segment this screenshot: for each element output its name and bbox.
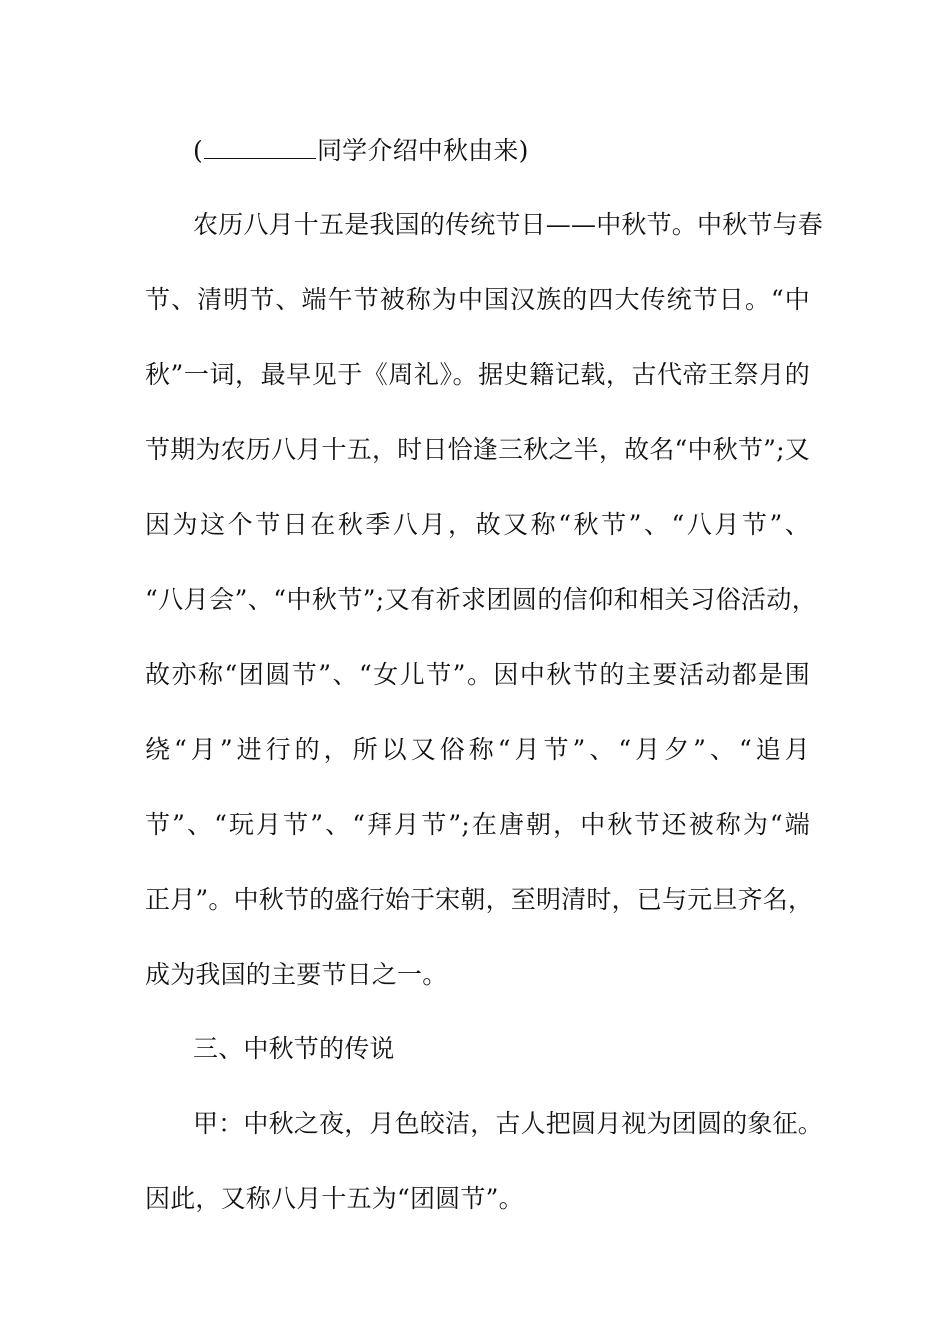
paragraph1-line-3: 秋”一词，最早见于《周礼》。据史籍记载，古代帝王祭月的 [145, 360, 810, 389]
paragraph1-line-10: 正月”。中秋节的盛行始于宋朝，至明清时，已与元旦齐名， [145, 885, 814, 914]
paragraph2-line-2: 因此，又称八月十五为“团圆节”。 [145, 1184, 524, 1213]
intro-line [193, 133, 810, 169]
paragraph1-line-6: “八月会”、“中秋节”;又有祈求团圆的信仰和相关习俗活动， [145, 585, 817, 614]
paragraph1-line-11: 成为我国的主要节日之一。 [145, 960, 448, 989]
paragraph1-line-5: 因为这个节日在秋季八月，故又称“秋节”、“八月节”、 [145, 510, 810, 539]
paragraph1-line-9: 节”、“玩月节”、“拜月节”;在唐朝，中秋节还被称为“端 [145, 810, 810, 839]
paragraph1-line-7: 故亦称“团圆节”、“女儿节”。因中秋节的主要活动都是围 [145, 660, 810, 689]
paragraph1-line-1: 农历八月十五是我国的传统节日——中秋节。中秋节与春 [193, 210, 824, 239]
paragraph1-line-2: 节、清明节、端午节被称为中国汉族的四大传统节日。“中 [145, 285, 810, 314]
intro-text: 同学介绍中秋由来) [316, 136, 529, 165]
fill-in-blank [204, 136, 316, 159]
paragraph1-line-8: 绕“月”进行的，所以又俗称“月节”、“月夕”、“追月 [145, 735, 810, 764]
paragraph1-line-4: 节期为农历八月十五，时日恰逢三秋之半，故名“中秋节”;又 [145, 435, 810, 464]
open-paren: ( [193, 136, 203, 165]
paragraph2-line-1: 甲：中秋之夜，月色皎洁，古人把圆月视为团圆的象征。 [193, 1109, 824, 1138]
section-heading: 三、中秋节的传说 [193, 1034, 395, 1063]
